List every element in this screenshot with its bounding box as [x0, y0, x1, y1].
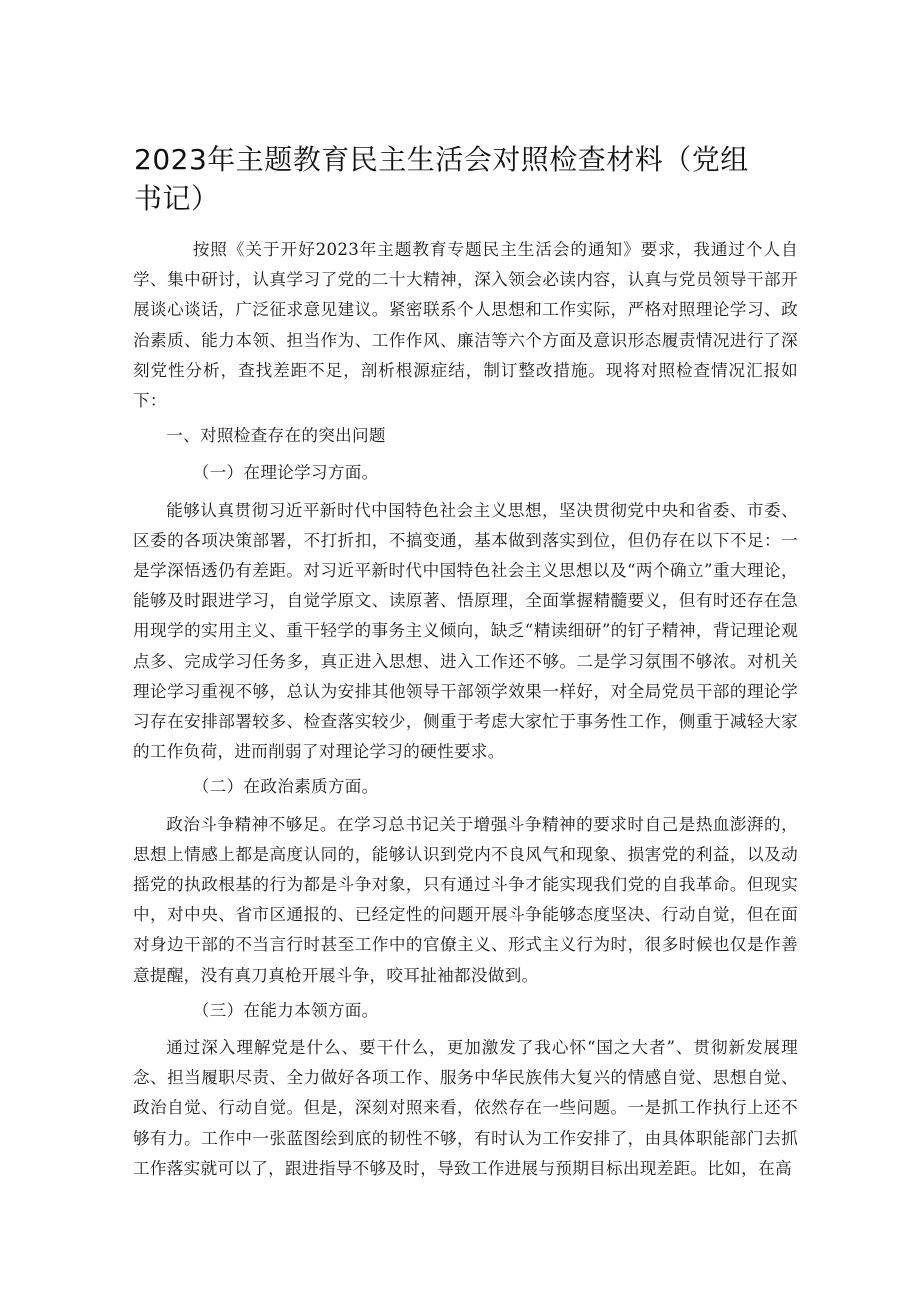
paragraph-ability: 通过深入理解党是什么、要干什么，更加激发了我心怀“国之大者”、贯彻新发展理念、担当履职尽责、全力做好各项工作、服务中华民族伟大复兴的情感自觉、思想自觉、政治自觉、行动自觉。但是，深刻对照来看，依然存在一些问题。一是抓工作执行上还不够有力。工作中一张蓝图绘到底的韧性不够，有时认为工作安排了，由具体职能部门去抓工作落实就可以了，跟进指导不够及时，导致工作进展与预期目标出现差距。比如，在高	[133, 1038, 798, 1178]
intro-paragraph: 按照《关于开好2023年主题教育专题民主生活会的通知》要求，我通过个人自学、集中研讨，认真学习了党的二十大精神，深入领会必读内容，认真与党员领导干部开展谈心谈话，广泛征求意见建议。紧密联系个人思想和工作实际，严格对照理论学习、政治素质、能力本领、担当作为、工作作风、廉洁等六个方面及意识形态履责情况进行了深刻党性分析，查找差距不足，剖析根源症结，制订整改措施。现将对照检查情况汇报如下：	[133, 240, 798, 411]
subsection-heading-politics: （二）在政治素质方面。	[192, 777, 379, 797]
subsection-heading-ability: （三）在能力本领方面。	[192, 1000, 379, 1020]
subsection-heading-theory: （一）在理论学习方面。	[192, 463, 379, 483]
document-title: 2023年主题教育民主生活会对照检查材料（党组书记）	[134, 143, 749, 215]
paragraph-politics: 政治斗争精神不够足。在学习总书记关于增强斗争精神的要求时自己是热血澎湃的，思想上情感上都是高度认同的，能够认识到党内不良风气和现象、损害党的利益，以及动摇党的执政根基的行为都是斗争对象，只有通过斗争才能实现我们党的自我革命。但现实中，对中央、省市区通报的、已经定性的问题开展斗争能够态度坚决、行动自觉，但在面对身边干部的不当言行时甚至工作中的官僚主义、形式主义行为时，很多时候也仅是作善意提醒，没有真刀真枪开展斗争，咬耳扯袖都没做到。	[133, 814, 798, 985]
document-body	[133, 235, 798, 1189]
section-heading-1: 一、对照检查存在的突出问题	[166, 426, 386, 446]
paragraph-theory: 能够认真贯彻习近平新时代中国特色社会主义思想，坚决贯彻党中央和省委、市委、区委的各项决策部署，不打折扣，不搞变通，基本做到落实到位，但仍存在以下不足：一是学深悟透仍有差距。对习近平新时代中国特色社会主义思想以及“两个确立”重大理论，能够及时跟进学习，自觉学原文、读原著、悟原理，全面掌握精髓要义，但有时还存在急用现学的实用主义、重干轻学的事务主义倾向，缺乏“精读细研”的钉子精神，背记理论观点多、完成学习任务多，真正进入思想、进入工作还不够。二是学习氛围不够浓。对机关理论学习重视不够，总认为安排其他领导干部领学效果一样好，对全局党员干部的理论学习存在安排部署较多、检查落实较少，侧重于考虑大家忙于事务性工作，侧重于减轻大家的工作负荷，进而削弱了对理论学习的硬性要求。	[133, 500, 798, 762]
